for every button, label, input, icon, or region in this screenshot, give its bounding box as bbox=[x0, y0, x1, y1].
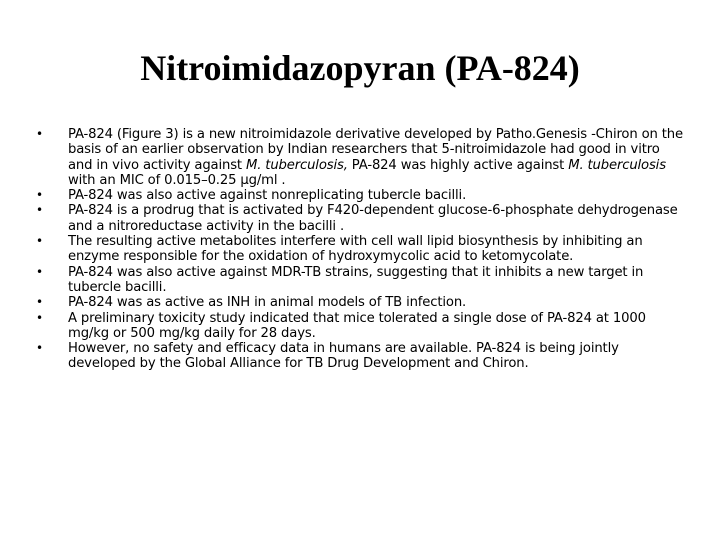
bullet-text bbox=[68, 341, 686, 372]
bullet-text-span: with an MIC of 0.015–0.25 μg/ml . bbox=[68, 172, 286, 188]
bullet-text-italic-span: M. tuberculosis, bbox=[246, 157, 348, 173]
bullet-item bbox=[36, 295, 686, 310]
bullet-item bbox=[36, 203, 686, 234]
bullet-text-span: PA-824 was highly active against bbox=[347, 157, 569, 173]
bullet-text-span: PA-824 (Figure 3) is a new nitroimidazole derivative developed by Patho.Genesis -Chiron on the basis of an earlier observation by Indian researchers that 5-nitroimidazole had good in vitro and in vivo activity against bbox=[68, 127, 683, 173]
bullet-item bbox=[36, 311, 686, 342]
slide-title: Nitroimidazopyran (PA-824) bbox=[140, 48, 580, 88]
bullet-text bbox=[68, 265, 686, 296]
bullet-text-span: The resulting active metabolites interfere with cell wall lipid biosynthesis by inhibiting an enzyme responsible for the oxidation of hydroxymycolic acid to ketomycolate. bbox=[68, 234, 643, 265]
bullet-item bbox=[36, 341, 686, 372]
bullet-item bbox=[36, 127, 686, 188]
bullet-text bbox=[68, 311, 686, 342]
bullet-text bbox=[68, 127, 686, 188]
bullet-dot-icon: • bbox=[36, 188, 43, 203]
bullet-item bbox=[36, 265, 686, 296]
bullet-dot-icon: • bbox=[36, 295, 43, 310]
bullet-item bbox=[36, 188, 686, 203]
bullet-text-span: PA-824 was as active as INH in animal models of TB infection. bbox=[68, 295, 467, 311]
bullet-text-span: PA-824 was also active against nonreplicating tubercle bacilli. bbox=[68, 188, 467, 204]
bullet-text-italic-span: M. tuberculosis bbox=[568, 157, 666, 173]
bullet-dot-icon: • bbox=[36, 234, 43, 249]
bullet-item bbox=[36, 234, 686, 265]
bullet-text bbox=[68, 295, 686, 310]
bullet-text bbox=[68, 188, 686, 203]
bullet-dot-icon: • bbox=[36, 264, 43, 279]
bullet-dot-icon: • bbox=[36, 203, 43, 218]
bullet-text-span: A preliminary toxicity study indicated that mice tolerated a single dose of PA-824 at 1000 mg/kg or 500 mg/kg daily for 28 days. bbox=[68, 310, 646, 341]
bullet-dot-icon: • bbox=[36, 127, 43, 141]
bullet-text-span: However, no safety and efficacy data in humans are available. PA-824 is being jointly developed by the Global Alliance for TB Drug Development and Chiron. bbox=[68, 341, 619, 372]
bullet-text bbox=[68, 203, 686, 234]
bullet-dot-icon: • bbox=[36, 341, 43, 356]
bullet-text-span: PA-824 is a prodrug that is activated by F420-dependent glucose-6-phosphate dehydrogenase and a nitroreductase activity in the bacilli . bbox=[68, 203, 678, 234]
bullet-text bbox=[68, 234, 686, 265]
bullet-text-span: PA-824 was also active against MDR-TB strains, suggesting that it inhibits a new target in tubercle bacilli. bbox=[68, 264, 644, 295]
bullet-list bbox=[36, 127, 686, 372]
bullet-dot-icon: • bbox=[36, 310, 43, 325]
